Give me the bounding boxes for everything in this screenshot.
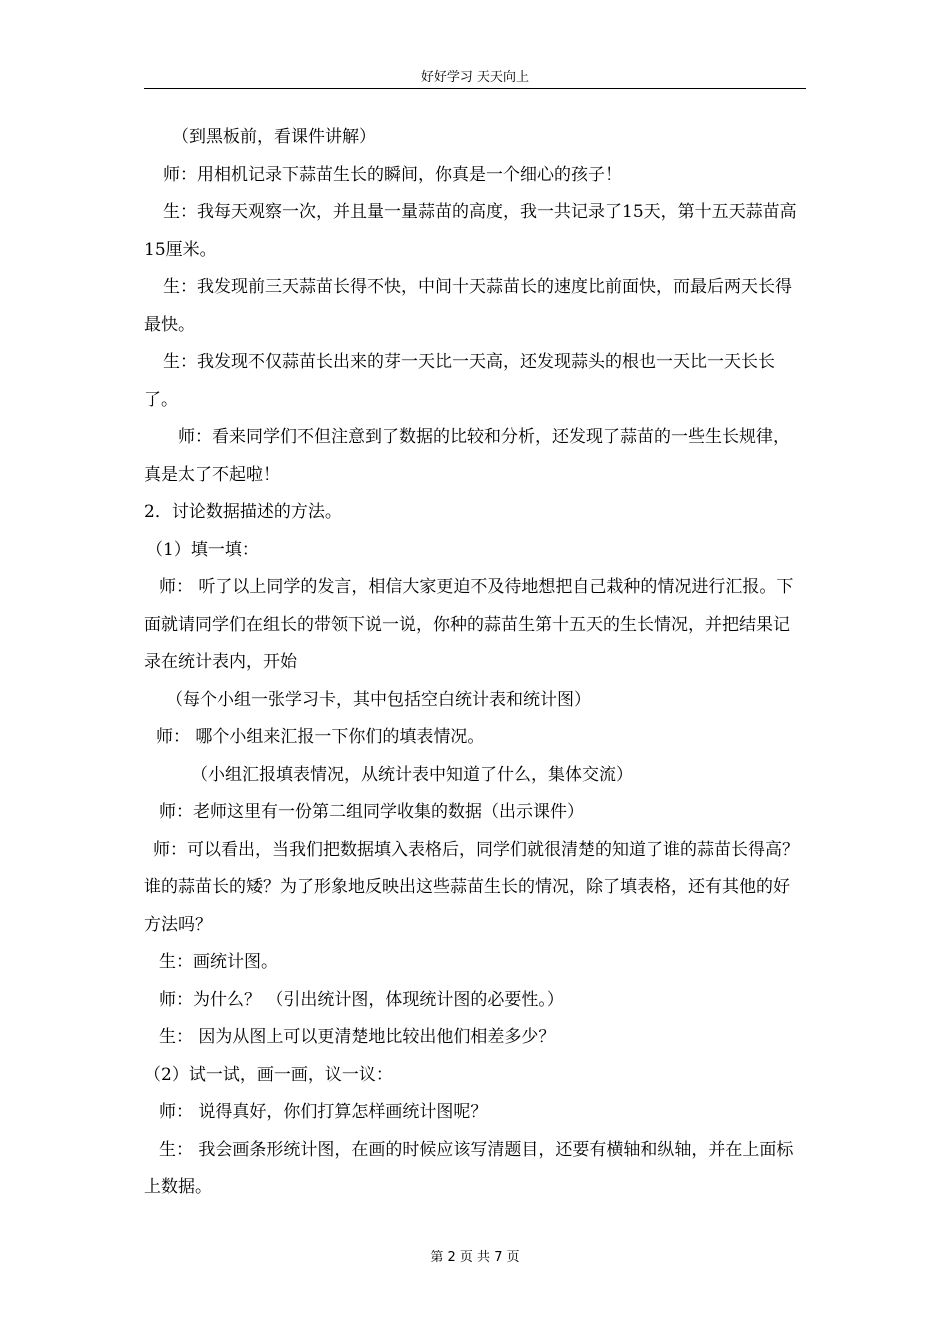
paragraph: 生：我发现不仅蒜苗长出来的芽一天比一天高，还发现蒜头的根也一天比一天长长了。 [144,352,775,410]
paragraph: 师：老师这里有一份第二组同学收集的数据（出示课件） [159,802,584,822]
paragraph: （小组汇报填表情况，从统计表中知道了什么，集体交流） [191,764,633,785]
document-body [144,119,806,1207]
paragraph: 师： 说得真好，你们打算怎样画统计图呢？ [159,1102,488,1122]
paragraph: （到黑板前，看课件讲解） [172,127,376,147]
paragraph: 师：看来同学们不但注意到了数据的比较和分析，还发现了蒜苗的一些生长规律，真是太了不起啦！ [144,427,790,485]
paragraph: 生：我发现前三天蒜苗长得不快，中间十天蒜苗长的速度比前面快，而最后两天长得最快。 [144,277,792,335]
page-footer: 第 2 页 共 7 页 [430,1250,520,1265]
header-divider [144,88,806,89]
paragraph: 生： 因为从图上可以更清楚地比较出他们相差多少？ [159,1027,556,1047]
paragraph: （每个小组一张学习卡，其中包括空白统计表和统计图） [166,689,591,710]
paragraph: 师： 听了以上同学的发言，相信大家更迫不及待地想把自己栽种的情况进行汇报。下面就请同学们在组长的带领下说一说，你种的蒜苗生第十五天的生长情况，并把结果记录在统计表内，开始 [144,577,794,672]
paragraph: （1）填一填： [146,539,259,560]
paragraph: 师：用相机记录下蒜苗生长的瞬间，你真是一个细心的孩子！ [163,164,622,185]
paragraph: 生： 我会画条形统计图，在画的时候应该写清题目，还要有横轴和纵轴，并在上面标上数据。 [144,1139,794,1197]
page-header: 好好学习 天天向上 [420,70,530,85]
paragraph: 2．讨论数据描述的方法。 [144,502,342,522]
paragraph: 生：画统计图。 [159,952,278,972]
paragraph: 生：我每天观察一次，并且量一量蒜苗的高度，我一共记录了15天，第十五天蒜苗高15厘米。 [144,202,797,260]
paragraph: 师：可以看出，当我们把数据填入表格后，同学们就很清楚的知道了谁的蒜苗长得高？谁的蒜苗长的矮？为了形象地反映出这些蒜苗生长的情况，除了填表格，还有其他的好方法吗？ [144,839,799,935]
paragraph: （2）试一试，画一画，议一议： [144,1064,393,1085]
paragraph: 师： 哪个小组来汇报一下你们的填表情况。 [156,727,485,747]
paragraph: 师：为什么？ （引出统计图，体现统计图的必要性。） [159,989,564,1010]
